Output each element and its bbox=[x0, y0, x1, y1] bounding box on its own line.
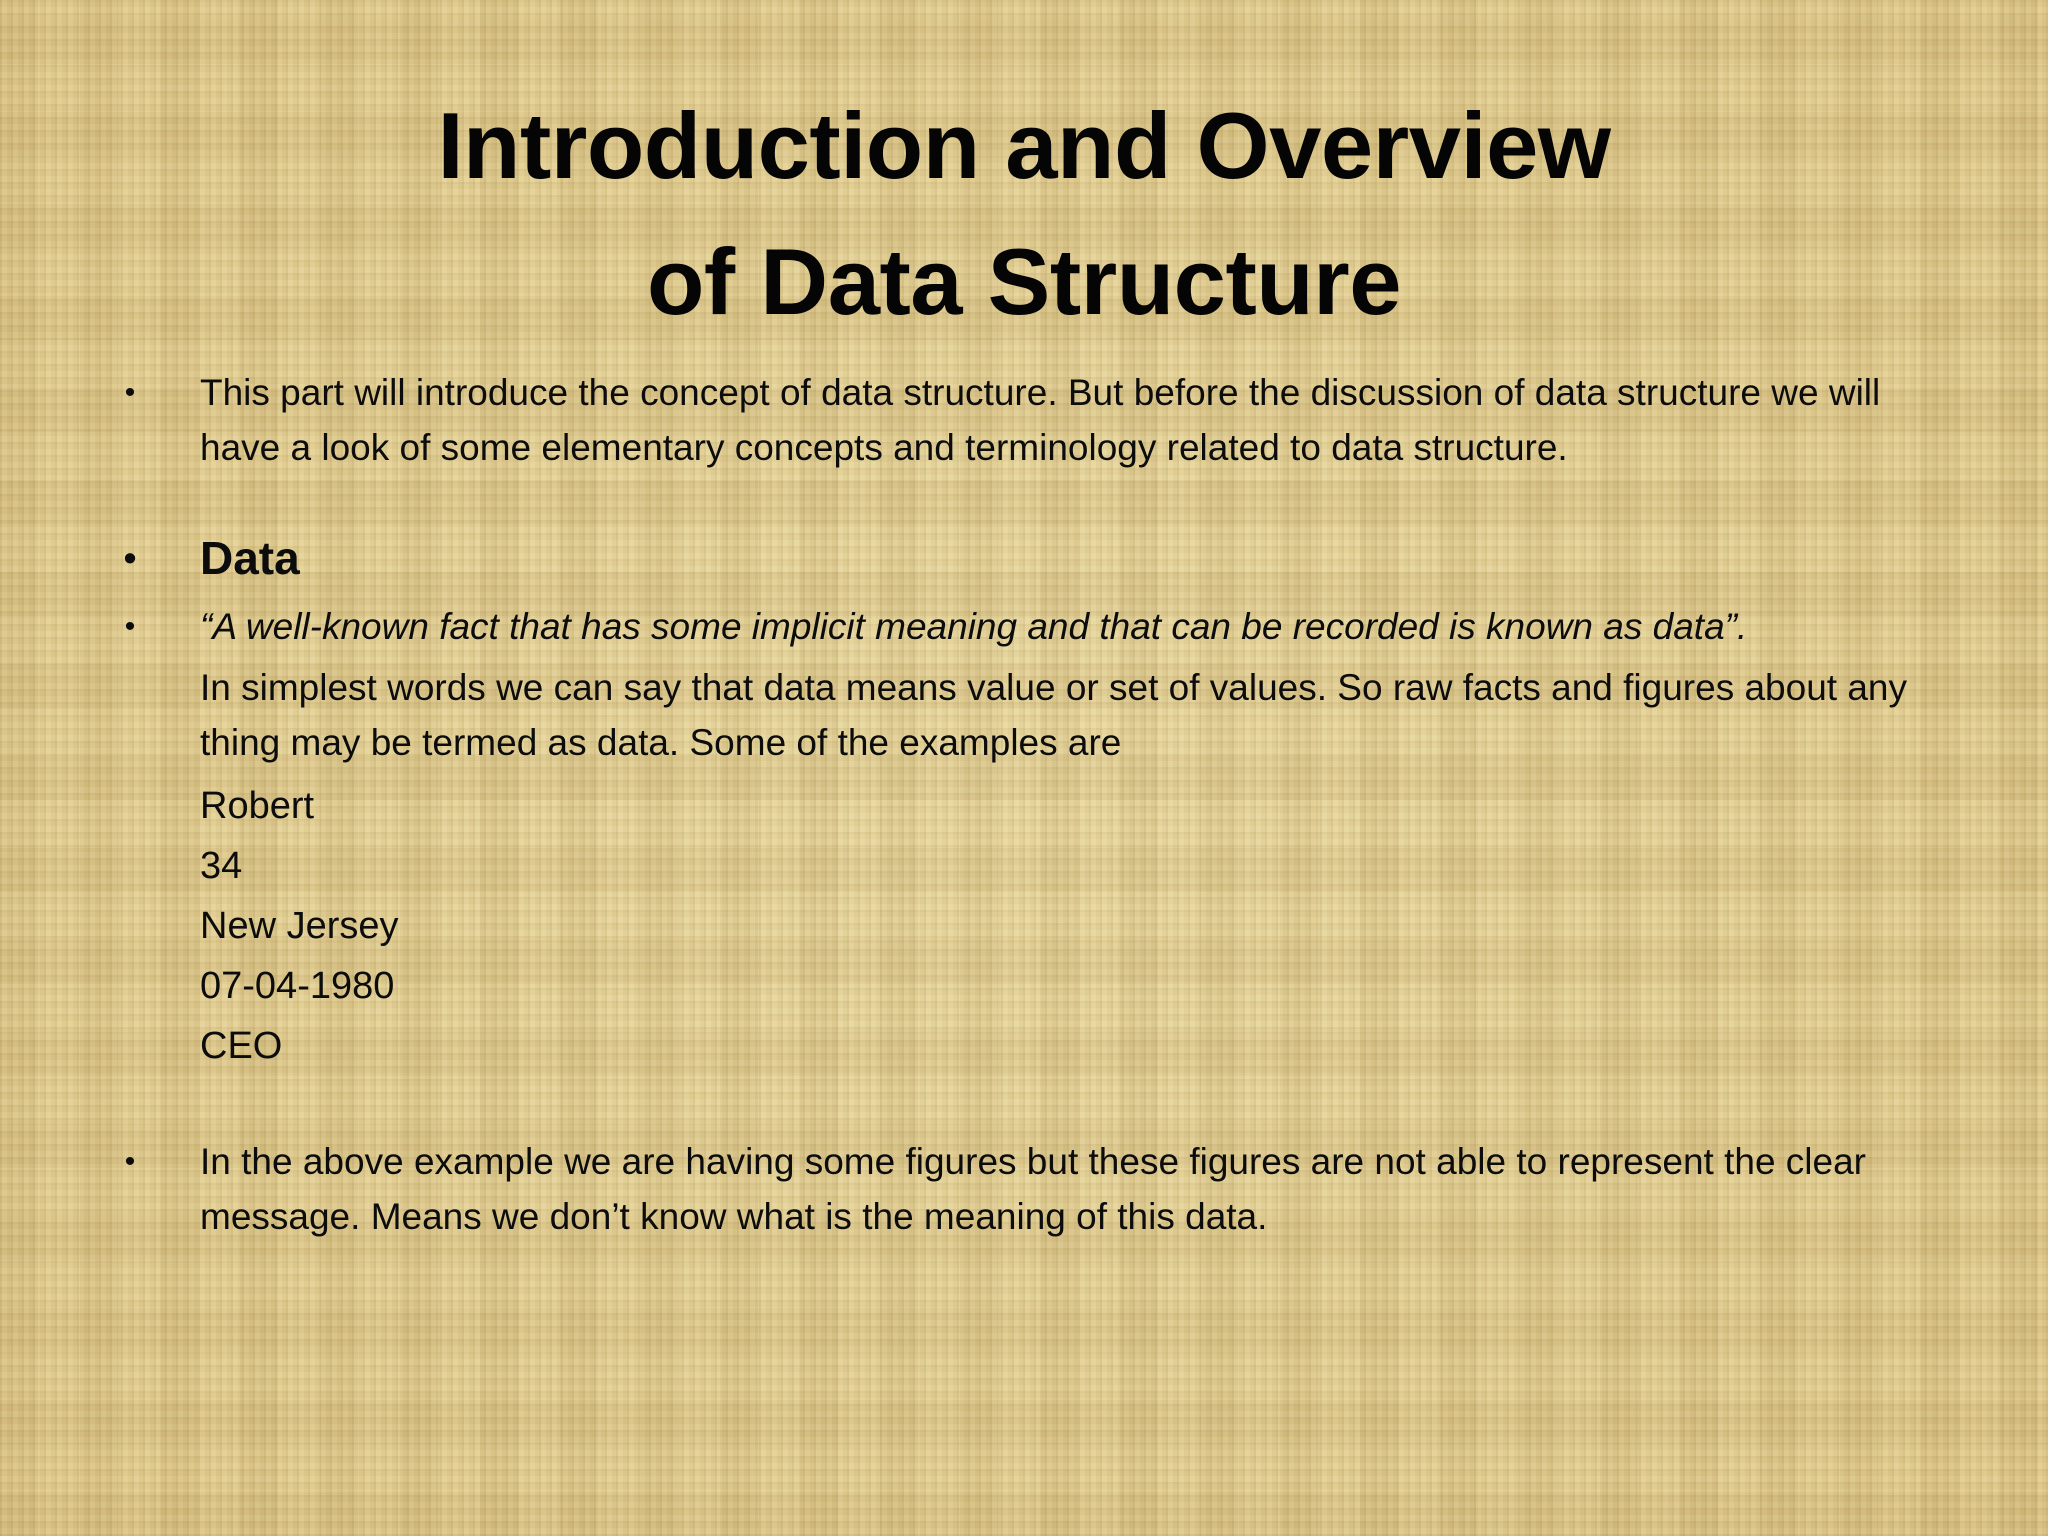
simplest-words-paragraph bbox=[120, 660, 1920, 770]
bullet-marker: • bbox=[124, 1145, 136, 1178]
slide-body bbox=[120, 365, 1920, 1244]
title-line-1: Introduction and Overview bbox=[437, 93, 1611, 198]
bullet-data-definition bbox=[120, 599, 1920, 654]
example-item: Robert bbox=[200, 785, 315, 827]
bullet-conclusion bbox=[120, 1134, 1920, 1244]
example-item: 07-04-1980 bbox=[200, 965, 395, 1007]
bullet-data-heading bbox=[120, 525, 1920, 591]
conclusion-text: In the above example we are having some figures but these figures are not able to represent the clear message. Means we don’t know what is the meaning of this data. bbox=[200, 1141, 1866, 1237]
slide-title bbox=[0, 78, 2048, 350]
data-definition: “A well-known fact that has some implicit meaning and that can be recorded is known as data”. bbox=[200, 606, 1748, 647]
intro-text: This part will introduce the concept of data structure. But before the discussion of data structure we will have a look of some elementary concepts and terminology related to data structure. bbox=[200, 372, 1881, 468]
example-item: New Jersey bbox=[200, 905, 399, 947]
title-line-2: of Data Structure bbox=[646, 229, 1402, 334]
data-heading: Data bbox=[200, 532, 300, 584]
bullet-marker: • bbox=[123, 537, 137, 578]
simplest-words-text: In simplest words we can say that data means value or set of values. So raw facts and figures about any thing may be termed as data. Some of the examples are bbox=[200, 667, 1908, 763]
bullet-marker: • bbox=[124, 376, 136, 409]
example-item: 34 bbox=[200, 845, 243, 887]
bullet-marker: • bbox=[124, 610, 136, 643]
bullet-intro bbox=[120, 365, 1920, 475]
example-item: CEO bbox=[200, 1025, 283, 1067]
